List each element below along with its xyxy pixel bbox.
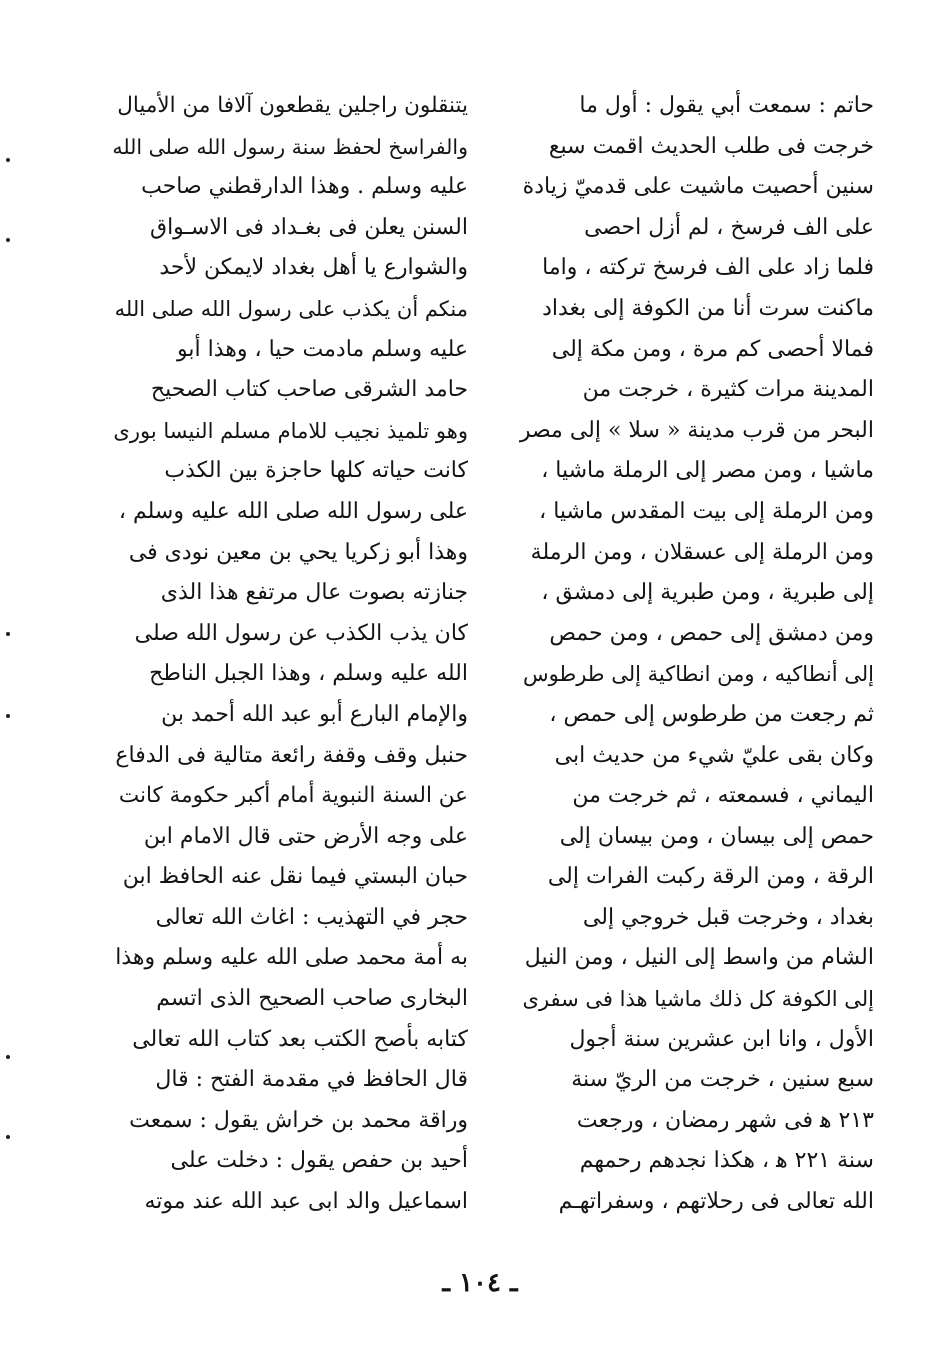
text-line: حجر في التهذيب : اغاث الله تعالى [155,904,468,930]
margin-speck [6,1135,10,1139]
text-line: عليه وسلم مادمت حيا ، وهذا أبو [177,336,468,362]
text-line: ماشيا ، ومن مصر إلى الرملة ماشيا ، [541,458,874,484]
text-line: حمص إلى بيسان ، ومن بيسان إلى [559,823,874,849]
text-line: قال الحافظ في مقدمة الفتح : قال [155,1067,468,1093]
text-line: كانت حياته كلها حاجزة بين الكذب [164,458,468,484]
left-text-column [112,86,468,1223]
margin-speck [6,158,10,162]
margin-speck [6,238,10,242]
text-line: حاتم : سمعت أبي يقول : أول ما [579,93,874,118]
text-line: ومن الرملة إلى عسقلان ، ومن الرملة [530,539,874,565]
margin-speck [6,1055,10,1059]
text-line: منكم أن يكذب على رسول الله صلى الله [114,296,468,321]
text-line: الأول ، وانا ابن عشرين سنة أجول [569,1026,874,1052]
text-line: اسماعيل والد ابى عبد الله عند موته [144,1189,468,1215]
text-line: ثم رجعت من طرطوس إلى حمص ، [549,701,874,727]
text-line: ٢١٣ ﻫ فى شهر رمضان ، ورجعت [576,1107,874,1133]
text-line: ماكنت سرت أنا من الكوفة إلى بغداد [542,295,874,321]
text-line: به أمة محمد صلى الله عليه وسلم وهذا [115,945,468,971]
text-line: ومن الرملة إلى بيت المقدس ماشيا ، [539,498,874,524]
text-line: البخارى صاحب الصحيح الذى اتسم [156,986,468,1012]
text-line: الله عليه وسلم ، وهذا الجبل الناطح [149,661,468,687]
text-line: فلما زاد على الف فرسخ تركته ، واما [542,255,874,281]
text-line: والشوارع يا أهل بغداد لايمكن لأحد [159,255,468,281]
text-line: حنبل وقف وقفة رائعة متالية فى الدفاع [115,742,468,768]
text-line: حبان البستي فيما نقل عنه الحافظ ابن [122,864,468,890]
text-line: على الف فرسخ ، لم أزل احصى [584,214,874,240]
margin-speck [6,714,10,718]
margin-speck [6,632,10,636]
text-line: فمالا أحصى كم مرة ، ومن مكة إلى [551,336,874,362]
text-line: إلى الكوفة كل ذلك ماشيا هذا فى سفرى [522,987,874,1012]
text-line: كان يذب الكذب عن رسول الله صلى [134,620,468,646]
text-line: عن السنة النبوية أمام أكبر حكومة كانت [118,783,468,809]
text-line: وهو تلميذ نجيب للامام مسلم النيسا بورى [113,418,468,443]
text-line: والفراسخ لحفظ سنة رسول الله صلى الله [112,134,468,159]
text-line: بغداد ، وخرجت قبل خروجي إلى [582,904,874,930]
text-line: عليه وسلم . وهذا الدارقطني صاحب [141,174,468,200]
text-line: سنين أحصيت ماشيت على قدميّ زيادة [522,174,874,200]
text-line: ومن دمشق إلى حمص ، ومن حمص [549,620,874,646]
text-line: كتابه بأصح الكتب بعد كتاب الله تعالى [132,1026,468,1052]
text-line: البحر من قرب مدينة « سلا » إلى مصر [519,417,874,443]
text-line: على رسول الله صلى الله عليه وسلم ، [118,498,468,524]
text-line: الشام من واسط إلى النيل ، ومن النيل [524,945,874,971]
text-line: سبع سنين ، خرجت من الريّ سنة [571,1067,874,1093]
text-line: إلى طبرية ، ومن طبرية إلى دمشق ، [541,580,874,606]
text-line: إلى أنطاكيه ، ومن انطاكية إلى طرطوس [523,662,874,687]
text-line: المدينة مرات كثيرة ، خرجت من [582,377,874,403]
page-number: ـ ١٠٤ ـ [442,1268,518,1298]
text-line: أحيد بن حفص يقول : دخلت على [170,1148,468,1174]
text-line: الله تعالى فى رحلاتهم ، وسفراتهـم [558,1189,874,1215]
text-line: حامد الشرقى صاحب كتاب الصحيح [150,377,468,403]
text-line: الرقة ، ومن الرقة ركبت الفرات إلى [547,864,874,890]
text-line: على وجه الأرض حتى قال الامام ابن [143,823,468,849]
text-line: وهذا أبو زكريا يحي بن معين نودى فى [128,539,468,565]
text-line: اليماني ، فسمعته ، ثم خرجت من [572,783,874,809]
text-line: السنن يعلن فى بغـداد فى الاسـواق [150,214,468,240]
right-text-column [518,86,874,1223]
text-line: جنازته بصوت عال مرتفع هذا الذى [160,580,468,606]
text-line: يتنقلون راجلين يقطعون آلافا من الأميال [117,93,468,118]
text-line: وراقة محمد بن خراش يقول : سمعت [129,1107,468,1133]
text-line: وكان بقى عليّ شيء من حديث ابى [554,742,874,768]
text-line: سنة ٢٢١ ﻫ ، هكذا نجدهم رحمهم [579,1148,874,1174]
text-line: خرجت فى طلب الحديث اقمت سبع [548,133,874,159]
text-line: والإمام البارع أبو عبد الله أحمد بن [161,701,468,727]
